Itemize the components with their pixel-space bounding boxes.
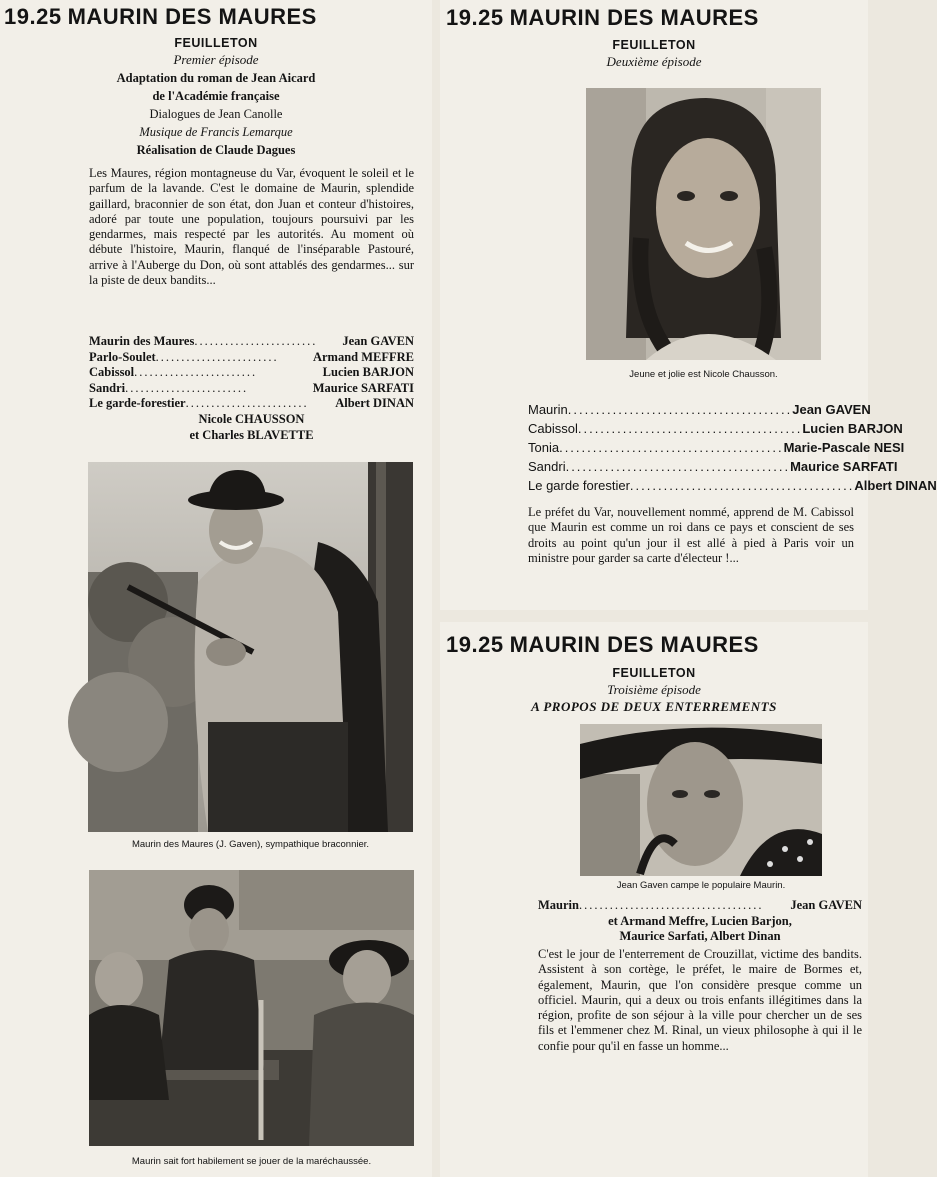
photo-auberge-scene — [89, 870, 414, 1146]
cast-row: Maurin des Maures ........................ Jean GAVEN — [89, 334, 414, 348]
dialogues-credit: Dialogues de Jean Canolle — [149, 107, 283, 121]
cast-extra-2: Maurice Sarfati, Albert Dinan — [619, 929, 781, 944]
photo-4-caption: Jean Gaven campe le populaire Maurin. — [616, 880, 786, 891]
cast-row: Tonia ........................................ Marie-Pascale NESI — [528, 440, 905, 455]
cast-extra-2: et Charles BLAVETTE — [189, 427, 314, 442]
photo-jean-gaven — [580, 724, 822, 876]
episode-1-kicker: FEUILLETON — [174, 36, 258, 50]
cast-extra-1: Nicole CHAUSSON — [198, 411, 305, 426]
episode-1-cast — [89, 334, 414, 443]
photo-auberge-scene-image — [89, 870, 414, 1146]
cast-row: Sandri ........................................ Maurice SARFATI — [528, 459, 898, 474]
photo-3-caption: Jeune et jolie est Nicole Chausson. — [629, 369, 778, 380]
cast-row: Maurin ........................................ Jean GAVEN — [528, 402, 871, 417]
episode-2-cast — [528, 400, 937, 495]
photo-jean-gaven-image — [580, 724, 822, 876]
episode-2-time: 19.25 — [446, 5, 504, 30]
episode-1-time: 19.25 — [4, 4, 62, 29]
episode-2-synopsis: Le préfet du Var, nouvellement nommé, apprend de M. Cabissol que Maurin est comme un roi dans ce pays et conscient de ses droits au point qu'un jour il est allé à pied à Paris voir un ministre pour garder sa carte d'électeur !... — [528, 505, 854, 565]
cast-row: Cabissol ........................................ Lucien BARJON — [528, 421, 903, 436]
episode-1-number: Premier épisode — [173, 52, 259, 67]
photo-nicole-chausson — [586, 88, 821, 360]
cast-row: Parlo-Soulet ........................ Armand MEFFRE — [89, 349, 414, 364]
photo-maurin-braconnier — [88, 462, 413, 832]
photo-2-caption: Maurin sait fort habilement se jouer de la maréchaussée. — [131, 1156, 372, 1167]
episode-3-kicker: FEUILLETON — [612, 666, 696, 680]
episode-2-kicker: FEUILLETON — [612, 38, 696, 52]
episode-3-number: Troisième épisode — [607, 682, 701, 697]
cast-row: Le garde forestier ........................................ Albert DINAN — [528, 478, 937, 493]
cast-row: Maurin .................................... Jean GAVEN — [538, 898, 862, 912]
episode-3-title: 19.25 MAURIN DES MAURES — [446, 632, 759, 657]
episode-2-title: 19.25 MAURIN DES MAURES — [446, 5, 759, 30]
cast-row: Cabissol ........................ Lucien BARJON — [89, 365, 414, 380]
cast-row: Le garde-forestier ........................ Albert DINAN — [89, 396, 414, 411]
photo-nicole-chausson-image — [586, 88, 821, 360]
episode-2-number: Deuxième épisode — [606, 54, 702, 69]
episode-1-synopsis: Les Maures, région montagneuse du Var, évoquent le soleil et le parfum de la lavande. C'est le domaine de Maurin, splendide gaillard, braconnier de son état, don Juan et conteur d'histoires, adoré par toute une population, toujours poursuivi par les gendarmes, mais respecté par les autorités. Au moment où débute l'histoire, Maurin, flanqué de l'inséparable Pastouré, arrive à l'Auberge du Don, où sont attablés des gendarmes... sur la piste de deux bandits... — [89, 166, 414, 288]
episode-2-panel — [440, 0, 937, 610]
episode-3-cast — [538, 898, 862, 945]
adaptation-line-2: de l'Académie française — [152, 89, 280, 103]
episode-3-panel — [440, 622, 868, 1177]
cast-row: Sandri ........................ Maurice SARFATI — [89, 380, 414, 395]
adaptation-line-1: Adaptation du roman de Jean Aicard — [116, 71, 316, 85]
episode-3-subtitle: A PROPOS DE DEUX ENTERREMENTS — [531, 699, 777, 714]
photo-1-caption: Maurin des Maures (J. Gaven), sympathique braconnier. — [131, 839, 370, 850]
music-credit: Musique de Francis Lemarque — [139, 125, 293, 139]
director-credit: Réalisation de Claude Dagues — [136, 143, 296, 157]
episode-3-time: 19.25 — [446, 632, 504, 657]
episode-1-title: 19.25 MAURIN DES MAURES — [4, 4, 317, 29]
episode-3-synopsis: C'est le jour de l'enterrement de Crouzillat, victime des bandits. Assistent à son cortège, le préfet, le maire de Bormes et, également, Maurin, que l'on considère presque comme un officiel. Maurin, qui a deux ou trois enfants illégitimes dans la région, profite de son séjour à la ville pour chercher un de ses fils et l'emmener chez M. Rinal, un vieux philosophe à qui il le confie pour qu'il en fasse un homme... — [538, 947, 862, 1053]
episode-1-panel — [0, 0, 432, 1177]
photo-maurin-braconnier-image — [88, 462, 413, 832]
cast-extra-1: et Armand Meffre, Lucien Barjon, — [608, 913, 792, 928]
